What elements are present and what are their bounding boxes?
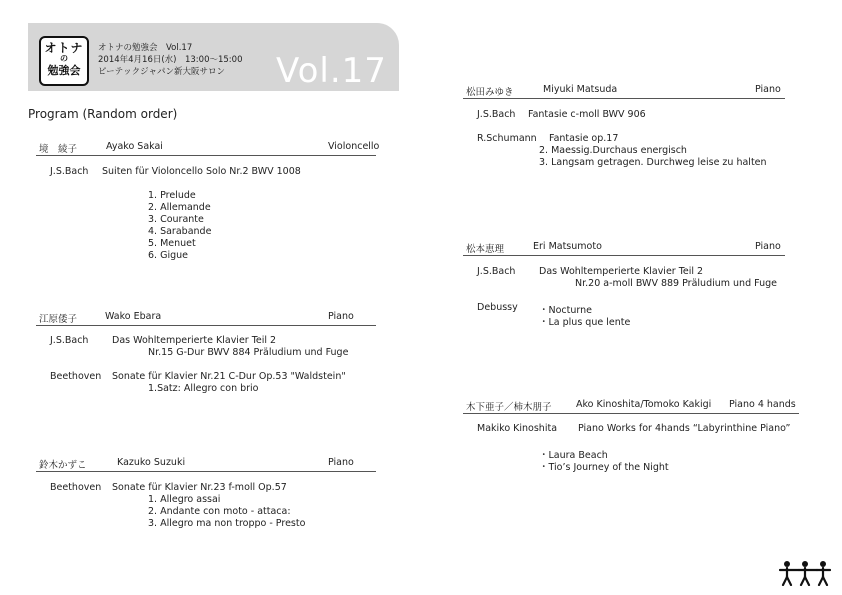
composer: J.S.Bach xyxy=(477,266,516,277)
logo-line2: の xyxy=(60,54,68,63)
composer: Debussy xyxy=(477,302,518,313)
performer-header xyxy=(36,457,376,472)
movement: 6. Gigue xyxy=(148,250,188,261)
performer-name-en: Ako Kinoshita/Tomoko Kakigi xyxy=(576,399,712,410)
performer-header xyxy=(36,141,380,156)
piece-detail: ・Tio’s Journey of the Night xyxy=(539,462,669,473)
piece-title: ・Nocturne xyxy=(539,305,592,316)
composer: Beethoven xyxy=(50,371,102,382)
performer-name-jp: 境 綾子 xyxy=(39,144,78,155)
performer-name-jp: 松田みゆき xyxy=(466,87,514,98)
performer-header xyxy=(463,241,785,256)
event-venue: ピーテックジャパン新大阪サロン xyxy=(98,67,225,77)
performer-instrument: Piano xyxy=(755,241,781,252)
movement: 3. Langsam getragen. Durchweg leise zu halten xyxy=(539,157,767,168)
event-name: オトナの勉強会 Vol.17 xyxy=(98,43,193,53)
performer-header xyxy=(463,84,785,99)
composer: J.S.Bach xyxy=(477,109,516,120)
composer: J.S.Bach xyxy=(50,166,89,177)
piece-title: Fantasie c-moll BWV 906 xyxy=(528,109,646,120)
movement: 2. Maessig.Durchaus energisch xyxy=(539,145,687,156)
performer-instrument: Piano xyxy=(755,84,781,95)
people-icon xyxy=(779,560,831,586)
movement: 3. Courante xyxy=(148,214,204,225)
piece-detail: 1.Satz: Allegro con brio xyxy=(148,383,259,394)
piece-title: Sonate für Klavier Nr.23 f-moll Op.57 xyxy=(112,482,287,493)
piece-title: Fantasie op.17 xyxy=(549,133,619,144)
piece-title: Das Wohltemperierte Klavier Teil 2 xyxy=(539,266,704,277)
piece-title: Sonate für Klavier Nr.21 C-Dur Op.53 "Waldstein" xyxy=(112,371,346,382)
performer-header xyxy=(36,311,376,326)
performer-name-jp: 江原倭子 xyxy=(39,314,78,325)
movement: 1. Allegro assai xyxy=(148,494,221,505)
performer-instrument: Piano 4 hands xyxy=(729,399,796,410)
volume-number: Vol.17 xyxy=(276,51,387,91)
performer-header xyxy=(463,399,799,414)
performer-instrument: Piano xyxy=(328,311,354,322)
piece-detail: ・La plus que lente xyxy=(539,317,631,328)
movement: 3. Allegro ma non troppo - Presto xyxy=(148,518,306,529)
piece-detail: Nr.15 G-Dur BWV 884 Präludium und Fuge xyxy=(148,347,349,358)
logo xyxy=(39,36,89,86)
piece-title: Suiten für Violoncello Solo Nr.2 BWV 1008 xyxy=(102,166,301,177)
performer-name-jp: 木下亜子／柿木朋子 xyxy=(466,402,552,413)
performer-instrument: Violoncello xyxy=(328,141,380,152)
performer-name-en: Ayako Sakai xyxy=(106,141,163,152)
performer-name-en: Kazuko Suzuki xyxy=(117,457,186,468)
composer: R.Schumann xyxy=(477,133,537,144)
logo-line1: オトナ xyxy=(44,41,84,55)
movement: 2. Allemande xyxy=(148,202,211,213)
performer-name-jp: 鈴木かずこ xyxy=(39,460,87,471)
logo-line3: 勉強会 xyxy=(47,64,81,77)
program-title: Program (Random order) xyxy=(28,107,178,121)
performer-name-en: Eri Matsumoto xyxy=(533,241,602,252)
piece-title: Piano Works for 4hands “Labyrinthine Piano” xyxy=(578,423,791,434)
movement: 5. Menuet xyxy=(148,238,196,249)
performer-instrument: Piano xyxy=(328,457,354,468)
event-date: 2014年4月16日(水) 13:00～15:00 xyxy=(98,55,243,65)
movement: 2. Andante con moto - attaca: xyxy=(148,506,291,517)
composer: Beethoven xyxy=(50,482,102,493)
performer-name-jp: 松本恵理 xyxy=(466,244,505,255)
piece-detail: ・Laura Beach xyxy=(539,450,608,461)
piece-title: Das Wohltemperierte Klavier Teil 2 xyxy=(112,335,277,346)
performer-name-en: Miyuki Matsuda xyxy=(543,84,618,95)
performer-name-en: Wako Ebara xyxy=(105,311,162,322)
piece-detail: Nr.20 a-moll BWV 889 Präludium und Fuge xyxy=(575,278,777,289)
composer: Makiko Kinoshita xyxy=(477,423,558,434)
movement: 4. Sarabande xyxy=(148,226,212,237)
composer: J.S.Bach xyxy=(50,335,89,346)
movement: 1. Prelude xyxy=(148,190,196,201)
